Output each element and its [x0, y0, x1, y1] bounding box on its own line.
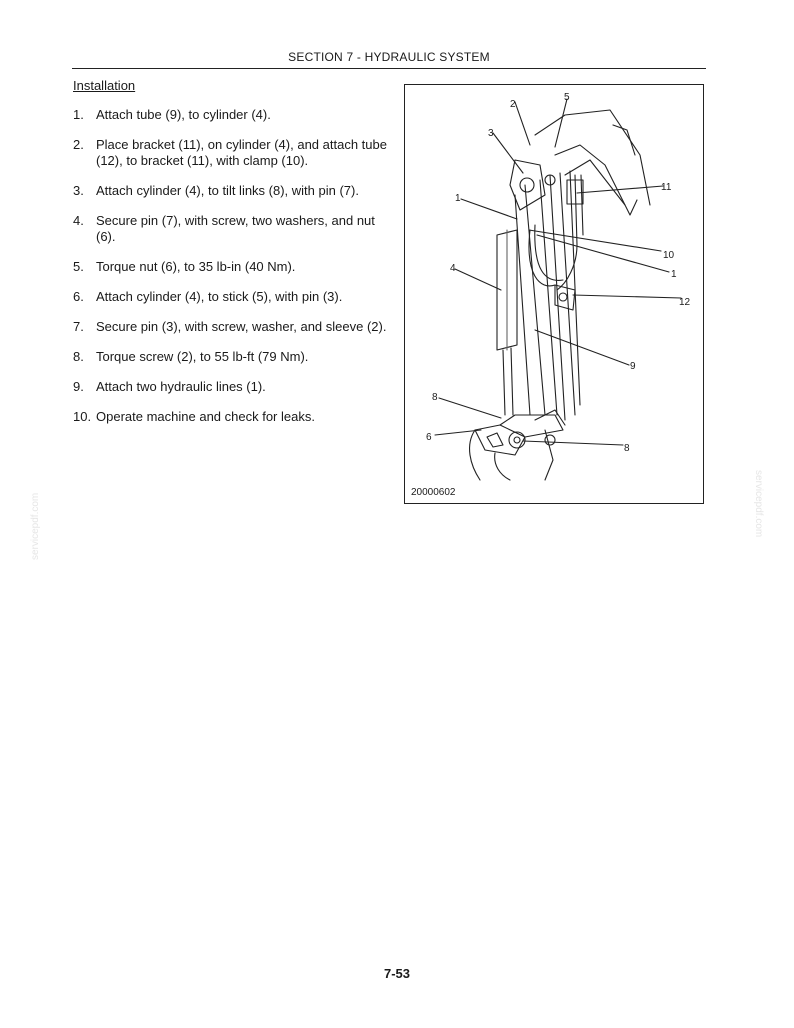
callout-2: 2 — [510, 99, 516, 110]
step-number: 8. — [73, 349, 84, 364]
step-text: Attach cylinder (4), to tilt links (8), with pin (7). — [96, 183, 359, 198]
callout-12: 12 — [679, 297, 691, 308]
cylinder-installation-figure — [404, 84, 704, 504]
watermark-right: servicepdf.com — [753, 470, 764, 538]
step-item — [73, 137, 393, 169]
watermark-left: servicepdf.com — [30, 492, 41, 560]
step-text: Torque nut (6), to 35 lb-in (40 Nm). — [96, 259, 296, 274]
installation-heading: Installation — [73, 78, 136, 93]
step-text: Torque screw (2), to 55 lb-ft (79 Nm). — [96, 349, 309, 364]
callout-8-left: 8 — [432, 392, 438, 403]
step-item — [73, 213, 393, 245]
page-number: 7-53 — [383, 966, 411, 981]
step-number: 4. — [73, 213, 84, 228]
callout-9: 9 — [630, 361, 636, 372]
step-text: Operate machine and check for leaks. — [96, 409, 315, 424]
step-number: 9. — [73, 379, 84, 394]
step-number: 10. — [73, 409, 92, 424]
step-number: 5. — [73, 259, 84, 274]
step-number: 7. — [73, 319, 84, 334]
callout-3: 3 — [488, 128, 494, 139]
callout-10: 10 — [663, 250, 675, 261]
step-number: 3. — [73, 183, 84, 198]
callout-8-right: 8 — [624, 443, 630, 454]
header-rule — [72, 68, 706, 69]
callout-1-lower: 1 — [671, 269, 677, 280]
step-text: Place bracket (11), on cylinder (4), and attach tube (12), to bracket (11), with clamp (10). — [96, 137, 387, 168]
figure-id: 20000602 — [411, 487, 456, 498]
callout-11: 11 — [661, 182, 672, 193]
step-item — [73, 349, 393, 365]
step-text: Secure pin (7), with screw, two washers, and nut (6). — [96, 213, 375, 244]
step-number: 1. — [73, 107, 84, 122]
step-text: Attach tube (9), to cylinder (4). — [96, 107, 271, 122]
callout-5: 5 — [564, 92, 570, 103]
excavator-arm-drawing — [405, 85, 703, 503]
step-text: Secure pin (3), with screw, washer, and sleeve (2). — [96, 319, 387, 334]
installation-steps — [73, 107, 393, 439]
step-item — [73, 319, 393, 335]
step-item — [73, 409, 393, 425]
callout-4: 4 — [450, 263, 456, 274]
step-item — [73, 289, 393, 305]
step-item — [73, 379, 393, 395]
step-item — [73, 183, 393, 199]
callout-1-upper: 1 — [455, 193, 461, 204]
step-text: Attach cylinder (4), to stick (5), with pin (3). — [96, 289, 343, 304]
step-text: Attach two hydraulic lines (1). — [96, 379, 266, 394]
step-item — [73, 107, 393, 123]
step-number: 6. — [73, 289, 84, 304]
callout-6: 6 — [426, 432, 432, 443]
step-item — [73, 259, 393, 275]
step-number: 2. — [73, 137, 84, 152]
section-header: SECTION 7 - HYDRAULIC SYSTEM — [288, 50, 490, 64]
